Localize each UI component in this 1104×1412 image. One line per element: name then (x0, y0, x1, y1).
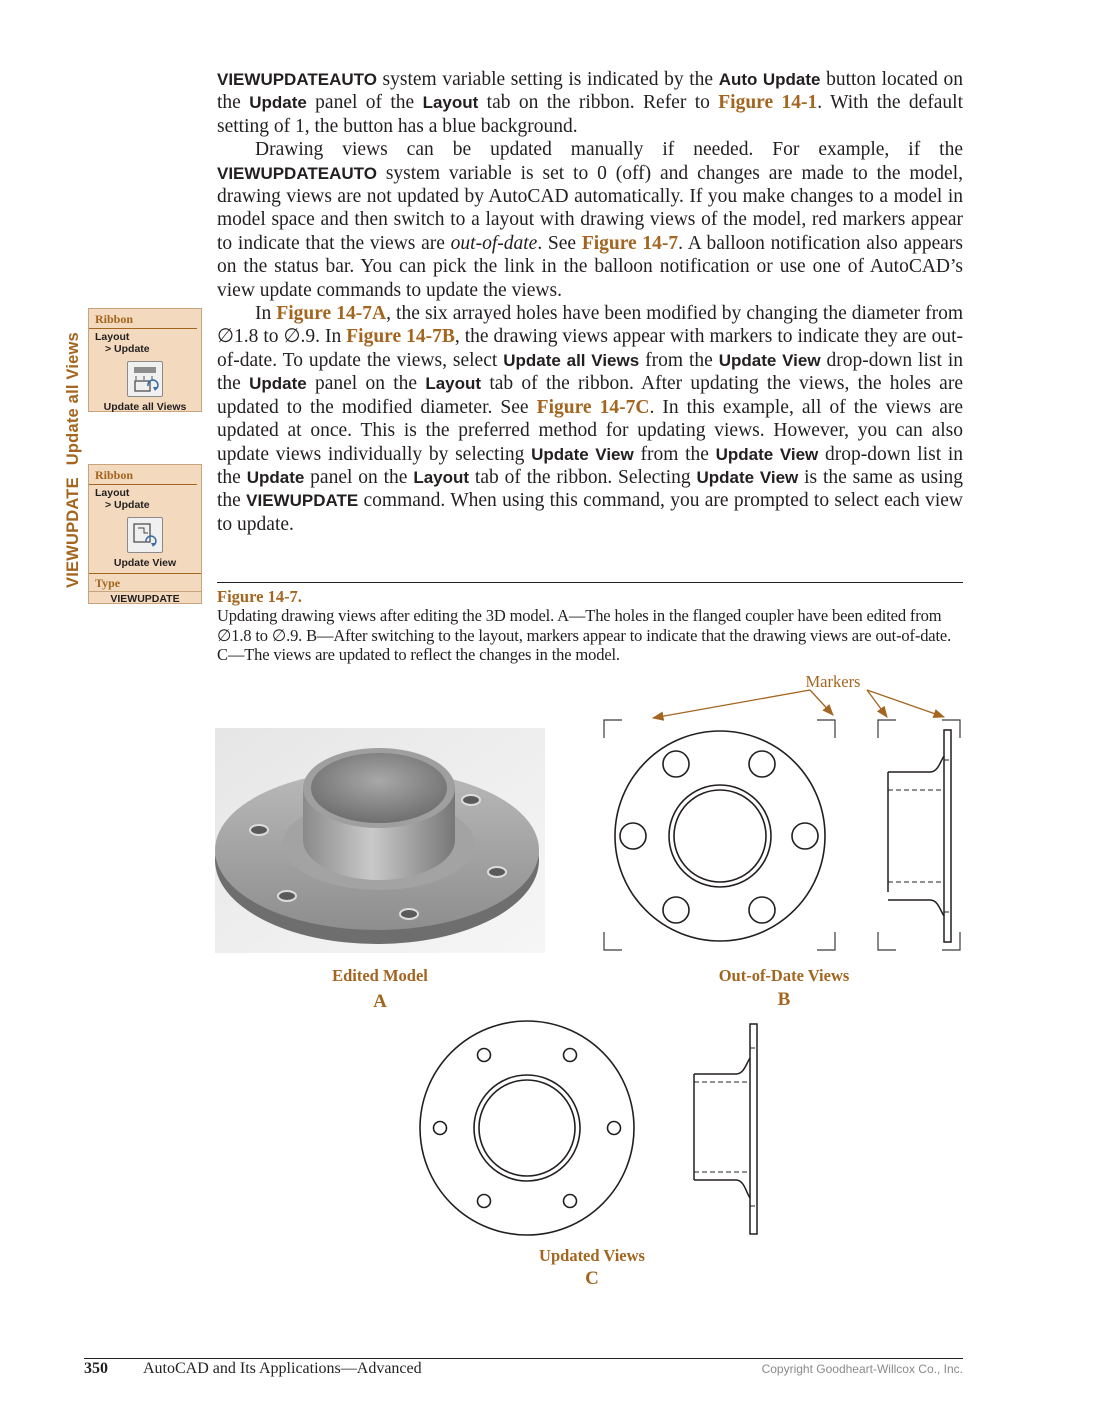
command-term: Update View (715, 444, 819, 464)
command-term: VIEWUPDATE (246, 491, 359, 511)
command-term: Update View (696, 467, 799, 487)
command-term: Layout (422, 93, 479, 113)
footer-rule (84, 1358, 963, 1359)
command-term: Auto Update (718, 70, 821, 89)
panel-c-letter: C (585, 1268, 599, 1289)
command-term: Update (249, 374, 307, 394)
text-run: panel on the (304, 466, 414, 488)
body-text (217, 68, 963, 536)
copyright: Copyright Goodheart-Willcox Co., Inc. (761, 1362, 963, 1376)
update-all-views-icon[interactable] (127, 361, 163, 397)
text-run: tab of the ribbon. After updating the views, the holes are updated to the modified diameter. See (217, 373, 963, 418)
paragraph-1 (217, 68, 963, 138)
text-run: In (255, 303, 277, 325)
emphasis: out-of-date (450, 232, 538, 254)
text-run: drop-down list in the (217, 349, 963, 395)
command-term: Update all Views (503, 350, 640, 370)
panel-c-title: Updated Views (539, 1246, 645, 1265)
text-run: system variable is set to 0 (off) and changes are made to the model, drawing views are not updated by AutoCAD automatically. If you make changes to a model in model space and then switch to a layout with drawing views of the model, red markers appear to indicate that the views are (217, 162, 963, 254)
command-term: Update View (531, 444, 634, 464)
panel-b-letter: B (777, 989, 791, 1010)
vertical-label-command: VIEWUPDATE (64, 477, 82, 588)
text-run: from the (633, 443, 716, 465)
ribbon-caption: Update all Views (103, 401, 187, 413)
ribbon-heading: Ribbon (89, 465, 197, 485)
text-run: . A balloon notification also appears on the status bar. You can pick the link in the balloon notification or use one of AutoCAD’s view update commands to update the views. (217, 232, 963, 301)
text-run: . See (537, 232, 582, 254)
panel-a-letter: A (373, 991, 387, 1012)
figure-reference[interactable]: Figure 14-1 (718, 92, 818, 114)
text-run: is the same as using the (217, 466, 963, 512)
text-run: from the (639, 349, 719, 371)
figure-caption: Updating drawing views after editing the 3D model. A—The holes in the flanged coupler have been edited from ∅1.8 to ∅.9. B—After switching to the layout, markers appear to indicate that the drawing views are out-of-date. C—The views are updated to reflect the changes in the model. (217, 606, 952, 664)
command-term: Layout (425, 374, 482, 394)
out-of-date-views (602, 716, 962, 956)
updated-views (418, 1018, 778, 1248)
text-run: button located on the (217, 69, 963, 114)
text-run: tab of the ribbon. Selecting (469, 466, 697, 488)
text-run: drop-down list in the (217, 443, 963, 488)
command-term: Layout (413, 467, 470, 487)
text-run: Drawing views can be updated manually if needed. For example, if the (255, 139, 963, 161)
vertical-label-option: Update all Views (64, 332, 82, 466)
text-run: , the drawing views appear with markers to indicate they are out-of-date. To update the views, select (217, 326, 963, 371)
ribbon-path (89, 329, 201, 355)
view-markers (604, 720, 960, 950)
figure-reference[interactable]: Figure 14-7A (276, 303, 387, 325)
panel-b-title: Out-of-Date Views (718, 966, 850, 985)
ribbon-box-update-all-views (88, 308, 202, 412)
paragraph-3 (217, 302, 963, 536)
command-term: Update View (718, 350, 821, 370)
ribbon-path-panel: > Update (105, 499, 150, 511)
command-term: VIEWUPDATEAUTO (217, 70, 377, 89)
ribbon-caption: Update View (113, 557, 177, 569)
ribbon-path-tab: Layout (95, 331, 130, 343)
edited-model-image (215, 728, 545, 953)
command-term: Update (246, 467, 305, 487)
panel-a-title: Edited Model (332, 966, 428, 985)
command-term: VIEWUPDATEAUTO (217, 163, 377, 183)
text-run: . With the default setting of 1, the button has a blue background. (217, 92, 964, 137)
text-run: , the six arrayed holes have been modified by changing the diameter from ∅1.8 to ∅.9. In (217, 303, 963, 348)
ribbon-path-tab: Layout (95, 487, 130, 499)
text-run: panel of the (306, 92, 423, 114)
text-run: command. When using this command, you are prompted to select each view to update. (217, 490, 963, 535)
ribbon-heading: Ribbon (89, 309, 197, 329)
figure-reference[interactable]: Figure 14-7B (346, 326, 455, 348)
ribbon-path (89, 485, 201, 511)
figure-reference[interactable]: Figure 14-7C (536, 396, 650, 418)
type-command: VIEWUPDATE (89, 591, 201, 608)
text-run: . In this example, all of the views are updated at once. This is the preferred method for updating views. However, you can also update views individually by selecting (217, 396, 963, 465)
page-number: 350 (84, 1360, 108, 1377)
text-run: system variable setting is indicated by the (376, 69, 719, 90)
paragraph-2 (217, 138, 963, 302)
type-heading: Type (89, 573, 201, 591)
book-title: AutoCAD and Its Applications—Advanced (143, 1360, 422, 1377)
figure-reference[interactable]: Figure 14-7 (581, 232, 679, 254)
ribbon-box-update-view (88, 464, 202, 604)
update-view-icon[interactable] (127, 517, 163, 553)
text-run: panel on the (306, 373, 426, 395)
ribbon-path-panel: > Update (105, 343, 150, 355)
figure-rule (217, 582, 963, 583)
text-run: tab on the ribbon. Refer to (478, 92, 719, 114)
markers-label: Markers (805, 672, 861, 691)
figure-number: Figure 14-7. (217, 587, 302, 606)
command-term: Update (249, 93, 307, 113)
